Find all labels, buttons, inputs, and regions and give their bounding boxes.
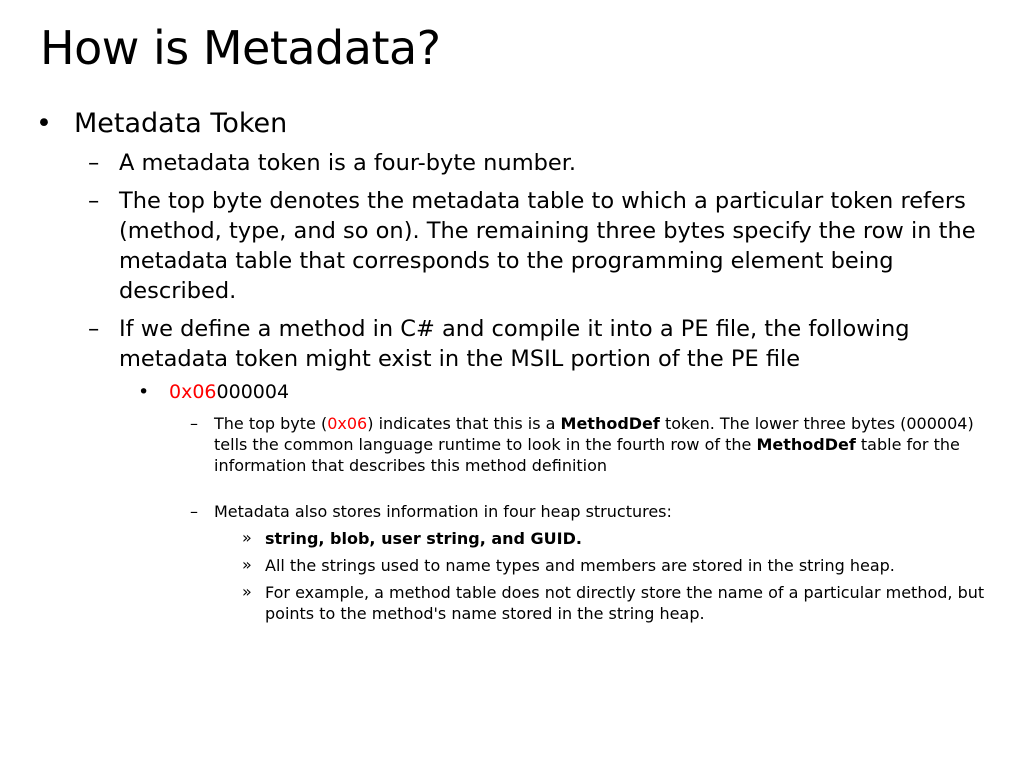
text-part: token. The lower three bytes (000004) tells the common language runtime to look in the fourth row of the (214, 414, 974, 454)
token-rest: 000004 (216, 381, 290, 403)
bullet-metadata-token (30, 108, 990, 140)
heap-structures-intro (30, 501, 990, 522)
heap-item-text: All the strings used to name types and members are stored in the string heap. (265, 556, 895, 575)
token-prefix: 0x06 (169, 381, 217, 403)
sub-bullet-define-method (30, 314, 990, 374)
highlight-token: 0x06 (327, 414, 368, 433)
bullet-text: Metadata Token (74, 108, 288, 139)
heap-item (30, 555, 990, 576)
bullet-marker: • (138, 381, 150, 403)
dash-marker: – (88, 188, 100, 214)
text-part: table for the information that describes this method definition (214, 435, 960, 475)
token-explanation (30, 413, 990, 476)
sub-bullet-text: The top byte denotes the metadata table to which a particular token refers (method, type, and so on). The remaining three bytes specify the row in the metadata table that corresponds to the programming element being described. (119, 188, 976, 304)
slide-title: How is Metadata? (40, 21, 441, 75)
sub-bullet-top-byte (30, 186, 990, 306)
dash-marker: – (88, 316, 100, 342)
heap-item (30, 528, 990, 549)
raquo-marker: » (242, 582, 252, 601)
heap-intro-text: Metadata also stores information in four heap structures: (214, 502, 672, 521)
heap-item-text: string, blob, user string, and GUID. (265, 529, 582, 548)
bullet-marker: • (36, 108, 52, 139)
bold-methoddef: MethodDef (756, 435, 856, 454)
heap-item-text: For example, a method table does not directly store the name of a particular method, but points to the method's name stored in the string heap. (265, 583, 985, 623)
dash-marker: – (190, 502, 198, 521)
text-part: The top byte ( (214, 414, 328, 433)
heap-item (30, 582, 990, 624)
raquo-marker: » (242, 555, 252, 574)
sub-bullet-text: If we define a method in C# and compile it into a PE file, the following metadata token might exist in the MSIL portion of the PE file (119, 316, 910, 372)
raquo-marker: » (242, 528, 252, 547)
text-part: ) indicates that this is a (367, 414, 561, 433)
bold-methoddef: MethodDef (560, 414, 660, 433)
sub-bullet-text: A metadata token is a four-byte number. (119, 150, 577, 176)
dash-marker: – (190, 414, 198, 433)
token-value (30, 380, 990, 405)
sub-bullet-four-byte (30, 148, 990, 178)
slide-content (30, 108, 990, 624)
dash-marker: – (88, 150, 100, 176)
